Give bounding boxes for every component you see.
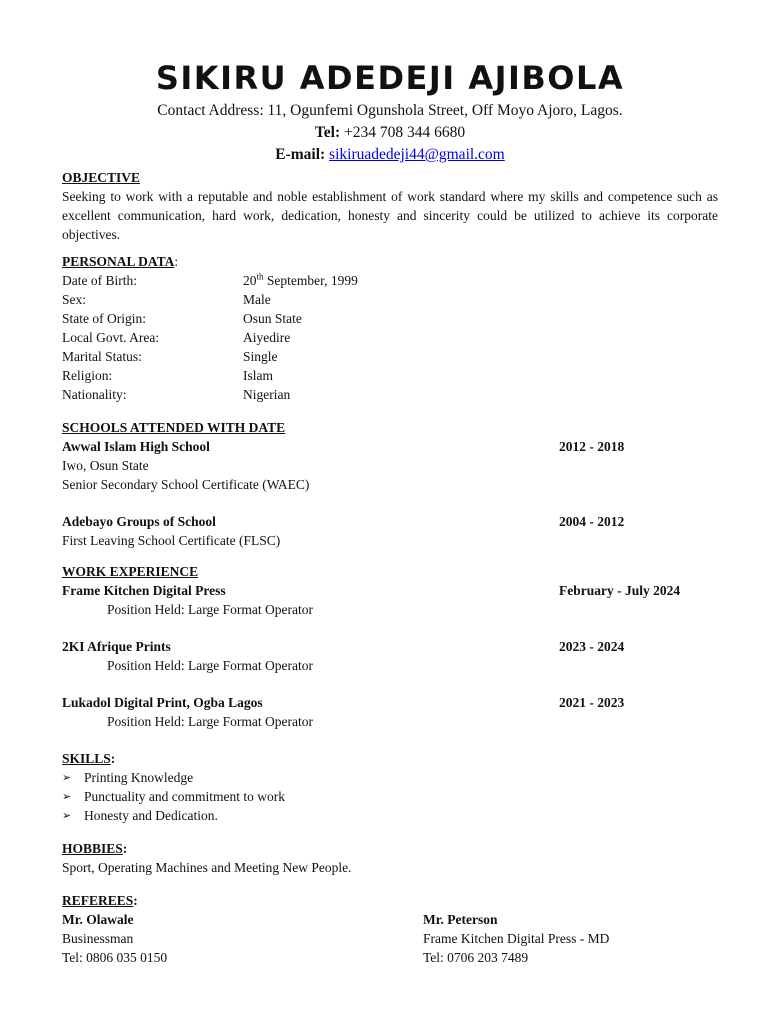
- work-position: Position Held: Large Format Operator: [107, 602, 313, 617]
- school-row: [62, 437, 718, 456]
- tel-value: +234 708 344 6680: [340, 124, 466, 141]
- hobbies-heading: HOBBIES: [62, 841, 123, 856]
- skills-heading-line: SKILLS:: [62, 751, 116, 766]
- personal-value: Nigerian: [243, 387, 291, 402]
- personal-row: [62, 290, 718, 309]
- arrow-bullet-icon: ➢: [62, 790, 72, 803]
- dob-value: 20th September, 1999: [243, 271, 358, 288]
- cv-page: [62, 56, 718, 967]
- candidate-name: SIKIRU ADEDEJI AJIBOLA: [155, 59, 625, 97]
- personal-row: [62, 385, 718, 404]
- referee-tel: Tel: 0806 035 0150: [62, 950, 168, 965]
- hobbies-text: Sport, Operating Machines and Meeting New People.: [62, 860, 352, 875]
- referee: [62, 910, 423, 967]
- referees-heading: REFEREES: [62, 893, 134, 908]
- work-company: Lukadol Digital Print, Ogba Lagos: [62, 695, 263, 710]
- personal-label: State of Origin:: [62, 311, 146, 326]
- personal-value: Islam: [243, 368, 273, 383]
- arrow-bullet-icon: ➢: [62, 809, 72, 822]
- school-dates: 2004 - 2012: [559, 514, 625, 529]
- work-row: [62, 693, 718, 712]
- school-row: [62, 512, 718, 531]
- referee-role: Frame Kitchen Digital Press - MD: [423, 931, 610, 946]
- referee-name: Mr. Peterson: [423, 912, 498, 927]
- contact-tel: [62, 122, 718, 144]
- work-dates: 2021 - 2023: [559, 695, 625, 710]
- work-heading: WORK EXPERIENCE: [62, 564, 199, 579]
- work-dates: February - July 2024: [559, 583, 681, 598]
- objective-text: Seeking to work with a reputable and noble establishment of work standard where my skills and competence such as excellent communication, hard work, dedication, honesty and sincerity could be utilized to achieve its corporate objectives.: [62, 189, 718, 242]
- personal-value: Male: [243, 292, 271, 307]
- skills-heading: SKILLS: [62, 751, 111, 766]
- school-name: Adebayo Groups of School: [62, 514, 216, 529]
- referee: [423, 910, 718, 967]
- personal-label: Religion:: [62, 368, 113, 383]
- hobbies-heading-line: HOBBIES:: [62, 841, 128, 856]
- list-item: ➢ Punctuality and commitment to work: [62, 789, 285, 804]
- personal-value: Aiyedire: [243, 330, 291, 345]
- work-row: [62, 581, 718, 600]
- tel-label: Tel:: [314, 124, 341, 141]
- work-company: 2KI Afrique Prints: [62, 639, 171, 654]
- personal-heading: PERSONAL DATA: [62, 254, 175, 269]
- personal-value: Single: [243, 349, 278, 364]
- work-position: Position Held: Large Format Operator: [107, 658, 313, 673]
- objective-heading: OBJECTIVE: [62, 170, 141, 185]
- work-position: Position Held: Large Format Operator: [107, 714, 313, 729]
- referee-name: Mr. Olawale: [62, 912, 134, 927]
- personal-row: [62, 347, 718, 366]
- referees-heading-line: REFEREES:: [62, 893, 138, 908]
- school-dates: 2012 - 2018: [559, 439, 625, 454]
- personal-row: [62, 309, 718, 328]
- personal-label: Sex:: [62, 292, 87, 307]
- referee-tel: Tel: 0706 203 7489: [423, 950, 529, 965]
- personal-row-dob: [62, 271, 718, 290]
- dob-label: Date of Birth:: [62, 273, 137, 288]
- skills-list: [62, 768, 718, 825]
- personal-heading-line: PERSONAL DATA:: [62, 254, 179, 269]
- school-detail: Senior Secondary School Certificate (WAEC): [62, 477, 310, 492]
- contact-email: [62, 144, 718, 166]
- list-item: ➢ Printing Knowledge: [62, 770, 194, 785]
- work-dates: 2023 - 2024: [559, 639, 625, 654]
- personal-value: Osun State: [243, 311, 302, 326]
- email-label: E-mail:: [275, 146, 326, 163]
- personal-row: [62, 366, 718, 385]
- email-link[interactable]: sikiruadedeji44@gmail.com: [329, 146, 505, 163]
- personal-label: Nationality:: [62, 387, 127, 402]
- school-detail: First Leaving School Certificate (FLSC): [62, 533, 281, 548]
- contact-address: Contact Address: 11, Ogunfemi Ogunshola Street, Off Moyo Ajoro, Lagos.: [157, 102, 623, 119]
- school-name: Awwal Islam High School: [62, 439, 210, 454]
- referees-block: [62, 910, 718, 967]
- school-detail: Iwo, Osun State: [62, 458, 149, 473]
- work-row: [62, 637, 718, 656]
- work-company: Frame Kitchen Digital Press: [62, 583, 226, 598]
- personal-row: [62, 328, 718, 347]
- list-item: ➢ Honesty and Dedication.: [62, 808, 218, 823]
- arrow-bullet-icon: ➢: [62, 771, 72, 784]
- personal-label: Marital Status:: [62, 349, 142, 364]
- schools-heading: SCHOOLS ATTENDED WITH DATE: [62, 420, 286, 435]
- referee-role: Businessman: [62, 931, 134, 946]
- personal-label: Local Govt. Area:: [62, 330, 160, 345]
